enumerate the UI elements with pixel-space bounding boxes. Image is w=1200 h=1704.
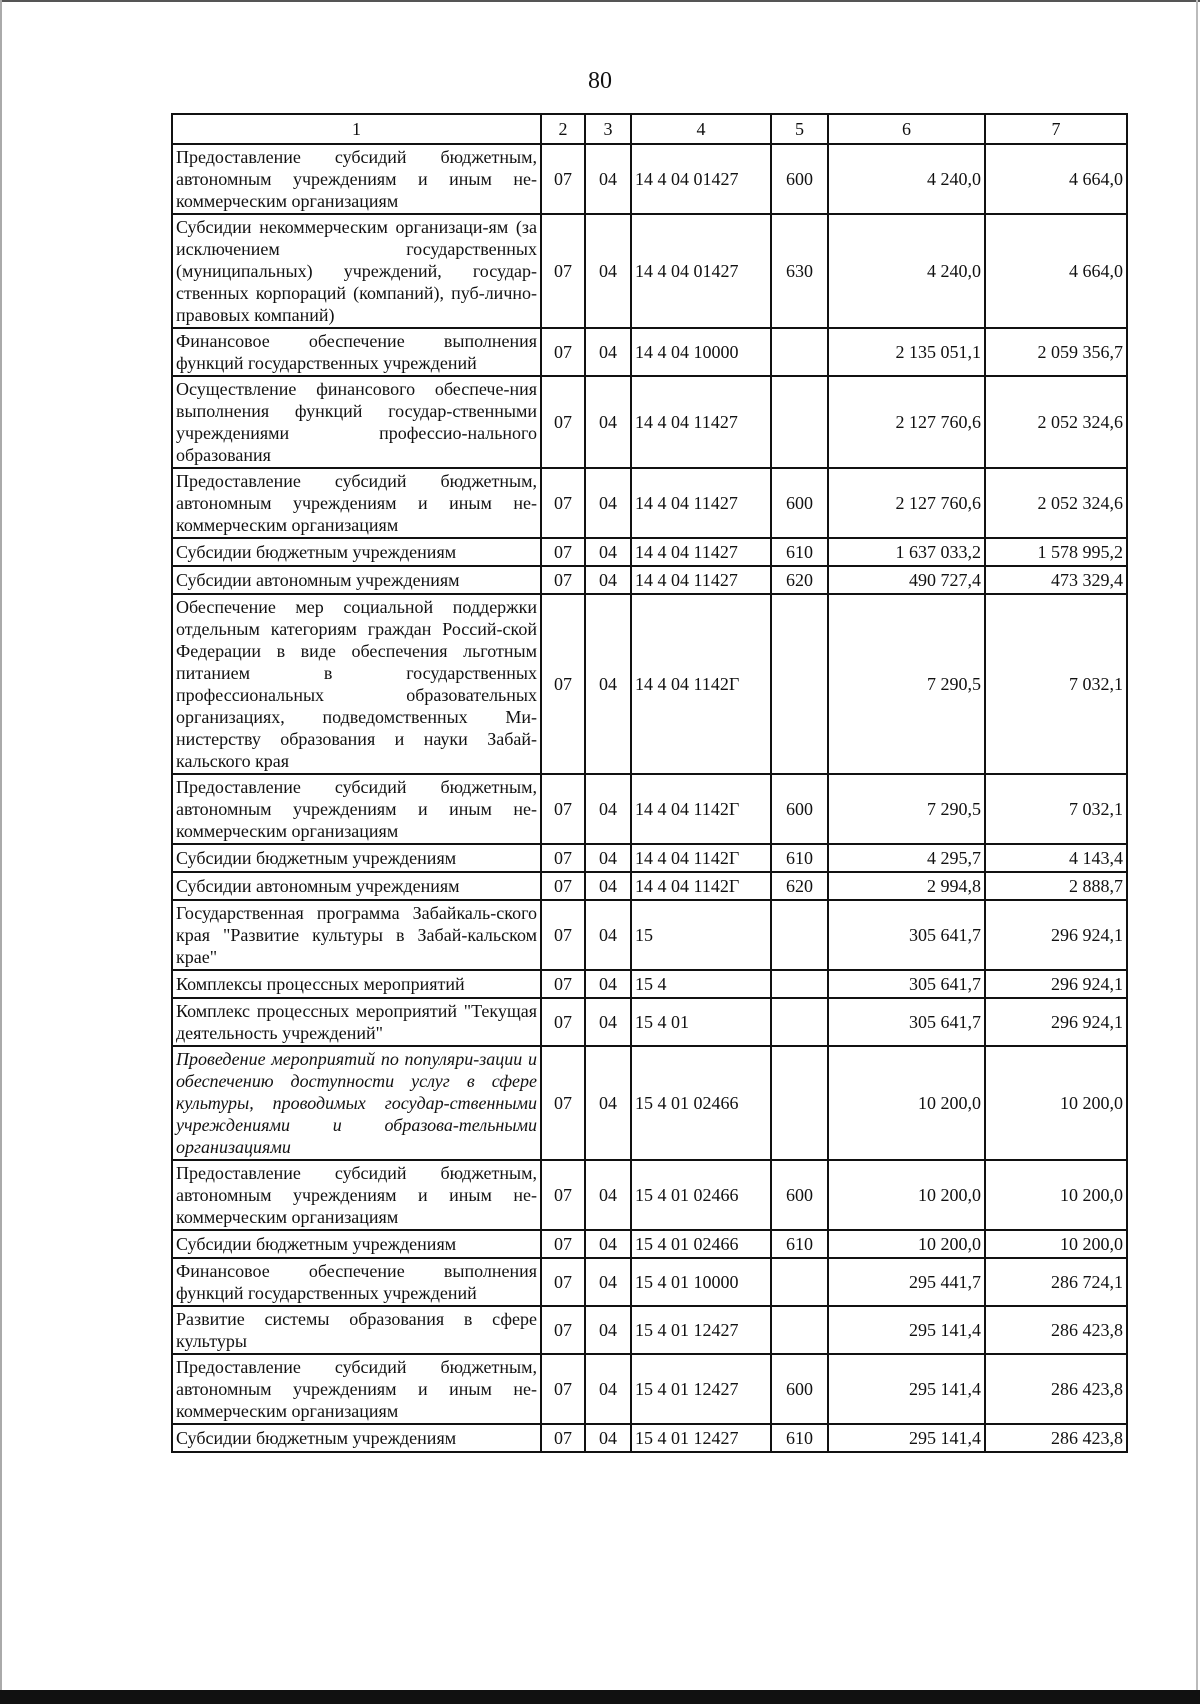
row-target-article-cell: 14 4 04 11427	[631, 566, 771, 594]
row-target-article-cell: 15 4 01 10000	[631, 1258, 771, 1306]
table-row	[172, 1424, 1127, 1452]
row-target-article-cell: 14 4 04 01427	[631, 144, 771, 214]
table-row	[172, 468, 1127, 538]
scan-bottom-edge	[0, 1690, 1200, 1704]
row-section-cell: 07	[541, 1160, 585, 1230]
row-name-cell: Субсидии автономным учреждениям	[172, 566, 541, 594]
row-section-cell: 07	[541, 1306, 585, 1354]
col-header-2: 2	[541, 114, 585, 144]
col-header-5: 5	[771, 114, 828, 144]
row-name-cell: Комплекс процессных мероприятий "Текущая деятельность учреждений"	[172, 998, 541, 1046]
row-expense-type-cell	[771, 900, 828, 970]
row-subsection-cell: 04	[585, 1160, 631, 1230]
row-amount-1-cell: 2 994,8	[828, 872, 985, 900]
row-amount-2-cell: 4 143,4	[985, 844, 1127, 872]
row-subsection-cell: 04	[585, 214, 631, 328]
col-header-4: 4	[631, 114, 771, 144]
table-row	[172, 1230, 1127, 1258]
row-amount-1-cell: 1 637 033,2	[828, 538, 985, 566]
table-row	[172, 1354, 1127, 1424]
row-subsection-cell: 04	[585, 1230, 631, 1258]
row-target-article-cell: 15 4	[631, 970, 771, 998]
row-subsection-cell: 04	[585, 1306, 631, 1354]
row-target-article-cell: 15 4 01 02466	[631, 1230, 771, 1258]
row-amount-2-cell: 2 059 356,7	[985, 328, 1127, 376]
row-amount-2-cell: 7 032,1	[985, 594, 1127, 774]
row-expense-type-cell: 610	[771, 844, 828, 872]
row-expense-type-cell: 600	[771, 468, 828, 538]
scan-right-edge	[1196, 0, 1198, 1690]
row-target-article-cell: 15 4 01	[631, 998, 771, 1046]
row-amount-2-cell: 286 423,8	[985, 1354, 1127, 1424]
table-row	[172, 1046, 1127, 1160]
row-section-cell: 07	[541, 376, 585, 468]
row-subsection-cell: 04	[585, 538, 631, 566]
row-subsection-cell: 04	[585, 468, 631, 538]
row-amount-2-cell: 10 200,0	[985, 1230, 1127, 1258]
table-row	[172, 144, 1127, 214]
row-section-cell: 07	[541, 1258, 585, 1306]
row-amount-2-cell: 2 052 324,6	[985, 468, 1127, 538]
table-row	[172, 328, 1127, 376]
row-amount-1-cell: 490 727,4	[828, 566, 985, 594]
row-section-cell: 07	[541, 1046, 585, 1160]
row-target-article-cell: 14 4 04 1142Г	[631, 594, 771, 774]
row-amount-1-cell: 7 290,5	[828, 774, 985, 844]
row-subsection-cell: 04	[585, 844, 631, 872]
col-header-3: 3	[585, 114, 631, 144]
row-name-cell: Финансовое обеспечение выполнения функций государственных учреждений	[172, 1258, 541, 1306]
table-row	[172, 376, 1127, 468]
row-amount-1-cell: 7 290,5	[828, 594, 985, 774]
col-header-1: 1	[172, 114, 541, 144]
row-name-cell: Комплексы процессных мероприятий	[172, 970, 541, 998]
row-expense-type-cell: 610	[771, 538, 828, 566]
col-header-6: 6	[828, 114, 985, 144]
row-section-cell: 07	[541, 566, 585, 594]
row-subsection-cell: 04	[585, 594, 631, 774]
row-expense-type-cell: 600	[771, 1160, 828, 1230]
row-name-cell: Предоставление субсидий бюджетным, автономным учреждениям и иным не-коммерческим организациям	[172, 1160, 541, 1230]
row-expense-type-cell	[771, 1306, 828, 1354]
row-amount-2-cell: 1 578 995,2	[985, 538, 1127, 566]
row-target-article-cell: 14 4 04 01427	[631, 214, 771, 328]
row-amount-1-cell: 4 240,0	[828, 214, 985, 328]
table-header-row	[172, 114, 1127, 144]
page-number: 80	[588, 68, 612, 94]
row-target-article-cell: 14 4 04 10000	[631, 328, 771, 376]
table-row	[172, 774, 1127, 844]
row-amount-2-cell: 10 200,0	[985, 1046, 1127, 1160]
row-amount-2-cell: 296 924,1	[985, 998, 1127, 1046]
table-row	[172, 900, 1127, 970]
row-amount-2-cell: 296 924,1	[985, 970, 1127, 998]
row-expense-type-cell	[771, 970, 828, 998]
row-target-article-cell: 14 4 04 11427	[631, 376, 771, 468]
row-section-cell: 07	[541, 970, 585, 998]
row-name-cell: Субсидии бюджетным учреждениям	[172, 1230, 541, 1258]
row-amount-2-cell: 286 724,1	[985, 1258, 1127, 1306]
row-section-cell: 07	[541, 144, 585, 214]
row-section-cell: 07	[541, 1424, 585, 1452]
row-name-cell: Развитие системы образования в сфере культуры	[172, 1306, 541, 1354]
table-body	[172, 144, 1127, 1452]
row-expense-type-cell: 600	[771, 1354, 828, 1424]
row-section-cell: 07	[541, 468, 585, 538]
row-section-cell: 07	[541, 1354, 585, 1424]
table-row	[172, 1160, 1127, 1230]
row-amount-1-cell: 295 141,4	[828, 1306, 985, 1354]
row-section-cell: 07	[541, 998, 585, 1046]
row-target-article-cell: 14 4 04 1142Г	[631, 774, 771, 844]
row-target-article-cell: 14 4 04 1142Г	[631, 844, 771, 872]
row-amount-1-cell: 2 127 760,6	[828, 468, 985, 538]
row-target-article-cell: 15 4 01 12427	[631, 1306, 771, 1354]
row-amount-2-cell: 286 423,8	[985, 1424, 1127, 1452]
row-amount-1-cell: 295 141,4	[828, 1354, 985, 1424]
row-amount-1-cell: 305 641,7	[828, 970, 985, 998]
row-expense-type-cell	[771, 998, 828, 1046]
row-amount-1-cell: 305 641,7	[828, 900, 985, 970]
col-header-7: 7	[985, 114, 1127, 144]
row-name-cell: Государственная программа Забайкаль-ского края "Развитие культуры в Забай-кальском крае"	[172, 900, 541, 970]
row-target-article-cell: 15 4 01 02466	[631, 1046, 771, 1160]
row-amount-2-cell: 4 664,0	[985, 144, 1127, 214]
row-expense-type-cell: 620	[771, 566, 828, 594]
scan-left-edge	[0, 0, 2, 1690]
row-expense-type-cell	[771, 328, 828, 376]
table-row	[172, 998, 1127, 1046]
row-amount-2-cell: 2 052 324,6	[985, 376, 1127, 468]
row-name-cell: Обеспечение мер социальной поддержки отдельным категориям граждан Россий-ской Федерации в виде обеспечения льготным питанием в государственных профессиональных образовательных организациях, подведомственных Ми-нистерству образования и науки Забай-кальского края	[172, 594, 541, 774]
row-amount-2-cell: 4 664,0	[985, 214, 1127, 328]
row-expense-type-cell: 600	[771, 144, 828, 214]
row-target-article-cell: 15	[631, 900, 771, 970]
row-subsection-cell: 04	[585, 970, 631, 998]
row-subsection-cell: 04	[585, 566, 631, 594]
table-row	[172, 1306, 1127, 1354]
row-subsection-cell: 04	[585, 774, 631, 844]
row-amount-1-cell: 4 240,0	[828, 144, 985, 214]
row-amount-2-cell: 7 032,1	[985, 774, 1127, 844]
table-row	[172, 538, 1127, 566]
row-subsection-cell: 04	[585, 998, 631, 1046]
row-name-cell: Субсидии бюджетным учреждениям	[172, 538, 541, 566]
row-expense-type-cell	[771, 376, 828, 468]
row-expense-type-cell: 620	[771, 872, 828, 900]
row-subsection-cell: 04	[585, 144, 631, 214]
row-amount-1-cell: 10 200,0	[828, 1046, 985, 1160]
row-name-cell: Финансовое обеспечение выполнения функций государственных учреждений	[172, 328, 541, 376]
row-subsection-cell: 04	[585, 900, 631, 970]
row-expense-type-cell	[771, 594, 828, 774]
row-section-cell: 07	[541, 900, 585, 970]
row-section-cell: 07	[541, 538, 585, 566]
row-section-cell: 07	[541, 774, 585, 844]
row-name-cell: Субсидии некоммерческим организаци-ям (за исключением государственных (муниципальных) учреждений, государ-ственных корпораций (компаний), пуб-лично-правовых компаний)	[172, 214, 541, 328]
row-name-cell: Предоставление субсидий бюджетным, автономным учреждениям и иным не-коммерческим организациям	[172, 774, 541, 844]
row-amount-1-cell: 2 135 051,1	[828, 328, 985, 376]
row-expense-type-cell	[771, 1258, 828, 1306]
row-target-article-cell: 15 4 01 12427	[631, 1424, 771, 1452]
row-amount-1-cell: 10 200,0	[828, 1160, 985, 1230]
row-name-cell: Субсидии бюджетным учреждениям	[172, 844, 541, 872]
table-row	[172, 594, 1127, 774]
row-target-article-cell: 15 4 01 02466	[631, 1160, 771, 1230]
row-subsection-cell: 04	[585, 1046, 631, 1160]
row-target-article-cell: 14 4 04 11427	[631, 538, 771, 566]
budget-table	[171, 113, 1128, 1453]
row-expense-type-cell: 600	[771, 774, 828, 844]
row-expense-type-cell: 610	[771, 1424, 828, 1452]
row-amount-2-cell: 296 924,1	[985, 900, 1127, 970]
table-row	[172, 872, 1127, 900]
row-amount-1-cell: 295 441,7	[828, 1258, 985, 1306]
row-subsection-cell: 04	[585, 376, 631, 468]
row-subsection-cell: 04	[585, 872, 631, 900]
row-subsection-cell: 04	[585, 1258, 631, 1306]
row-expense-type-cell	[771, 1046, 828, 1160]
row-amount-2-cell: 473 329,4	[985, 566, 1127, 594]
row-amount-1-cell: 10 200,0	[828, 1230, 985, 1258]
row-amount-2-cell: 10 200,0	[985, 1160, 1127, 1230]
row-subsection-cell: 04	[585, 1354, 631, 1424]
row-amount-1-cell: 2 127 760,6	[828, 376, 985, 468]
table-row	[172, 566, 1127, 594]
row-name-cell: Предоставление субсидий бюджетным, автономным учреждениям и иным не-коммерческим организациям	[172, 468, 541, 538]
row-amount-1-cell: 295 141,4	[828, 1424, 985, 1452]
row-name-cell: Субсидии бюджетным учреждениям	[172, 1424, 541, 1452]
row-section-cell: 07	[541, 844, 585, 872]
row-amount-2-cell: 286 423,8	[985, 1306, 1127, 1354]
row-section-cell: 07	[541, 594, 585, 774]
scan-top-edge	[0, 0, 1200, 2]
row-section-cell: 07	[541, 214, 585, 328]
row-amount-1-cell: 4 295,7	[828, 844, 985, 872]
row-name-cell: Осуществление финансового обеспече-ния выполнения функций государ-ственными учреждениями профессио-нального образования	[172, 376, 541, 468]
table-row	[172, 214, 1127, 328]
row-section-cell: 07	[541, 1230, 585, 1258]
table-row	[172, 1258, 1127, 1306]
row-section-cell: 07	[541, 328, 585, 376]
row-subsection-cell: 04	[585, 1424, 631, 1452]
row-name-cell: Предоставление субсидий бюджетным, автономным учреждениям и иным не-коммерческим организациям	[172, 1354, 541, 1424]
row-name-cell: Предоставление субсидий бюджетным, автономным учреждениям и иным не-коммерческим организациям	[172, 144, 541, 214]
row-target-article-cell: 15 4 01 12427	[631, 1354, 771, 1424]
table-row	[172, 970, 1127, 998]
row-target-article-cell: 14 4 04 11427	[631, 468, 771, 538]
row-section-cell: 07	[541, 872, 585, 900]
row-amount-1-cell: 305 641,7	[828, 998, 985, 1046]
table-row	[172, 844, 1127, 872]
row-expense-type-cell: 630	[771, 214, 828, 328]
row-amount-2-cell: 2 888,7	[985, 872, 1127, 900]
row-target-article-cell: 14 4 04 1142Г	[631, 872, 771, 900]
row-name-cell: Проведение мероприятий по популяри-зации и обеспечению доступности услуг в сфере культуры, проводимых государ-ственными учреждениями и образова-тельными организациями	[172, 1046, 541, 1160]
row-name-cell: Субсидии автономным учреждениям	[172, 872, 541, 900]
row-expense-type-cell: 610	[771, 1230, 828, 1258]
row-subsection-cell: 04	[585, 328, 631, 376]
